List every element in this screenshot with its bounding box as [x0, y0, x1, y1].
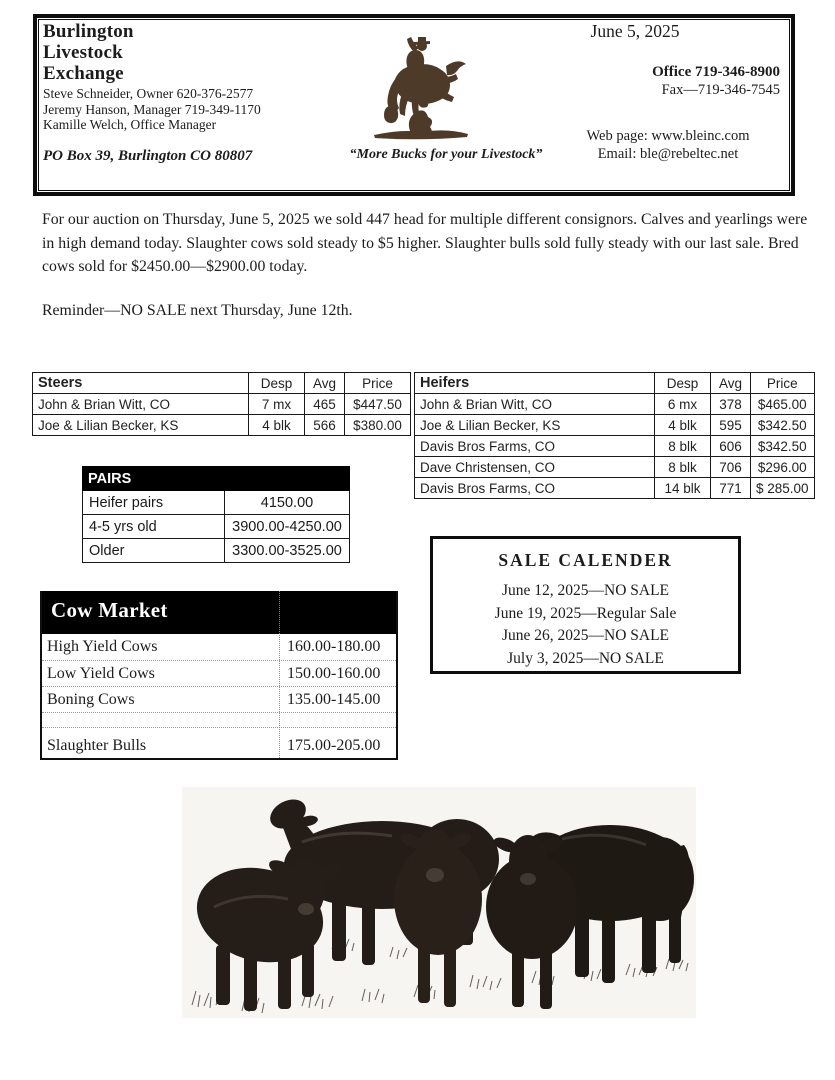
cell-label: 4-5 yrs old [83, 515, 225, 539]
po-box-address: PO Box 39, Burlington CO 80807 [43, 148, 253, 164]
cell-value: 3300.00-3525.00 [225, 539, 350, 563]
company-line: Burlington [43, 21, 134, 42]
table-row [83, 539, 350, 563]
cell-avg: 465 [305, 394, 345, 415]
cell-label: Boning Cows [47, 691, 135, 708]
cell-avg: 771 [711, 478, 751, 499]
pairs-table [82, 466, 350, 563]
cell-price: $447.50 [345, 394, 411, 415]
web-page: Web page: www.bleinc.com [586, 128, 750, 144]
office-phone: Office 719-346-8900 [652, 64, 780, 80]
cell-value: 150.00-160.00 [287, 665, 381, 682]
cell-price: $ 285.00 [751, 478, 815, 499]
cell-consignor: Davis Bros Farms, CO [415, 436, 655, 457]
contact-owner: Steve Schneider, Owner 620-376-2577 [43, 86, 254, 101]
table-row [33, 415, 411, 436]
calendar-entry: July 3, 2025—NO SALE [507, 649, 664, 667]
table-row [33, 394, 411, 415]
contact-list [43, 86, 261, 133]
calendar-entry: June 12, 2025—NO SALE [501, 582, 670, 599]
bucking-horse-logo-icon [358, 36, 480, 144]
cell-price: $465.00 [751, 394, 815, 415]
table-row [42, 687, 396, 713]
dotted-column-divider [279, 591, 280, 758]
spacer-row [42, 713, 396, 728]
cell-consignor: John & Brian Witt, CO [33, 394, 249, 415]
cell-avg: 706 [711, 457, 751, 478]
cell-consignor: Joe & Lilian Becker, KS [415, 415, 655, 436]
table-row [42, 728, 396, 758]
cell-consignor: Dave Christensen, CO [415, 457, 655, 478]
cell-desp: 6 mx [655, 394, 711, 415]
column-price: Price [751, 373, 815, 394]
calendar-entry: June 19, 2025—Regular Sale [494, 604, 677, 622]
column-desp: Desp [249, 373, 305, 394]
cell-desp: 4 blk [655, 415, 711, 436]
cell-avg: 606 [711, 436, 751, 457]
sale-calendar-title: SALE CALENDER [498, 550, 673, 570]
contact-manager: Jeremy Hanson, Manager 719-349-1170 [43, 101, 261, 117]
cattle-drawing [182, 787, 696, 1018]
cell-price: $296.00 [751, 457, 815, 478]
sale-calendar-entries [433, 580, 738, 670]
table-row [415, 394, 815, 415]
cow-market-title: Cow Market [42, 591, 396, 634]
email-address: Email: ble@rebeltec.net [597, 146, 739, 162]
cell-value: 135.00-145.00 [287, 691, 381, 708]
company-line: Livestock [43, 42, 123, 63]
sale-calendar-box [430, 536, 741, 674]
contact-office-manager: Kamille Welch, Office Manager [43, 117, 217, 132]
table-row [415, 415, 815, 436]
table-header-row [33, 373, 411, 394]
table-row [415, 478, 815, 499]
column-avg: Avg [305, 373, 345, 394]
cell-desp: 8 blk [655, 436, 711, 457]
cell-consignor: Joe & Lilian Becker, KS [33, 415, 249, 436]
cell-label: Slaughter Bulls [47, 737, 147, 754]
column-price: Price [345, 373, 411, 394]
cell-desp: 8 blk [655, 457, 711, 478]
cell-desp: 4 blk [249, 415, 305, 436]
cell-label: Older [83, 539, 225, 563]
table-row [83, 491, 350, 515]
cell-value: 4150.00 [225, 491, 350, 515]
cell-label: Heifer pairs [83, 491, 225, 515]
table-row [83, 515, 350, 539]
auction-summary-paragraph: For our auction on Thursday, June 5, 2025 we sold 447 head for multiple different consignors. Calves and yearlings were in high demand today. Slaughter cows sold steady to $5 higher. Slaughter bulls sold fully steady with our last sale. Bred cows sold for $2450.00—$2900.00 today. [42, 211, 808, 275]
steers-table [32, 372, 411, 436]
column-avg: Avg [711, 373, 751, 394]
company-line: Exchange [43, 63, 124, 84]
company-tagline: “More Bucks for your Livestock” [349, 147, 543, 162]
cell-label: High Yield Cows [47, 638, 158, 655]
table-row [415, 457, 815, 478]
table-header-row [83, 467, 350, 491]
cell-label: Low Yield Cows [47, 665, 155, 682]
company-name [43, 21, 134, 84]
cell-price: $342.50 [751, 436, 815, 457]
cell-avg: 566 [305, 415, 345, 436]
table-header-row [415, 373, 815, 394]
heifers-table [414, 372, 815, 499]
cell-value: 160.00-180.00 [287, 638, 381, 655]
cell-avg: 378 [711, 394, 751, 415]
table-row [42, 661, 396, 687]
cell-value: 3900.00-4250.00 [225, 515, 350, 539]
pairs-title: PAIRS [83, 467, 350, 491]
cell-price: $380.00 [345, 415, 411, 436]
table-row [415, 436, 815, 457]
calendar-entry: June 26, 2025—NO SALE [501, 627, 670, 644]
heifers-title: Heifers [415, 373, 655, 394]
fax-number: Fax—719-346-7545 [661, 82, 780, 98]
cell-consignor: John & Brian Witt, CO [415, 394, 655, 415]
column-desp: Desp [655, 373, 711, 394]
cell-avg: 595 [711, 415, 751, 436]
table-row [42, 634, 396, 661]
no-sale-reminder: Reminder—NO SALE next Thursday, June 12th. [42, 302, 353, 319]
report-date: June 5, 2025 [590, 21, 680, 41]
cell-price: $342.50 [751, 415, 815, 436]
cell-desp: 7 mx [249, 394, 305, 415]
cow-market-table [40, 591, 398, 760]
cell-desp: 14 blk [655, 478, 711, 499]
cell-consignor: Davis Bros Farms, CO [415, 478, 655, 499]
steers-title: Steers [33, 373, 249, 394]
cell-value: 175.00-205.00 [287, 737, 381, 754]
